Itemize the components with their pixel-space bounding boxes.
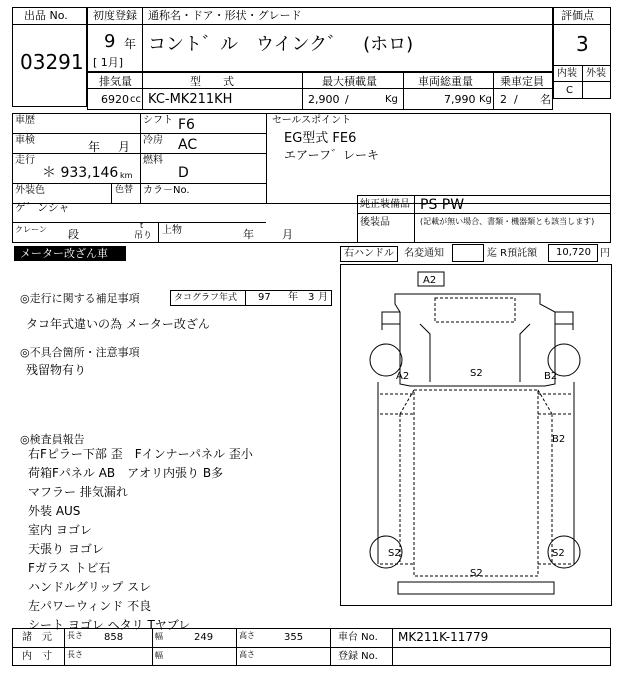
tampered-meter-tag: メーター改ざん車: [14, 246, 126, 261]
capacity-value: 2: [500, 93, 507, 106]
shift-label: シフト: [143, 115, 173, 126]
interior-label: 内装: [557, 68, 577, 79]
capacity-unit: 名: [540, 93, 551, 106]
first-reg-year-unit: 年: [124, 37, 137, 51]
interior-dims-label: 内 寸: [22, 651, 52, 662]
ac-value: AC: [178, 137, 198, 153]
body-outline: [378, 382, 574, 564]
inspector-line: シート ヨゴレ ヘタリ Tヤブレ: [28, 618, 191, 632]
mirror-left: [382, 312, 400, 330]
color-code-label: カラ－No.: [143, 185, 190, 196]
capacity-slash: /: [514, 93, 518, 106]
max-load-unit: Kg: [385, 94, 398, 105]
gross-weight-label: 車両総重量: [418, 75, 473, 88]
rating-label: 評価点: [561, 9, 594, 22]
mark-box-right: B2: [552, 434, 566, 445]
deposit-unit: 円: [600, 248, 610, 259]
genuine-equipment: PS PW: [420, 197, 465, 213]
inspector-line: 外装 AUS: [28, 504, 81, 518]
inspector-line: 左パワーウィンド 不良: [28, 599, 152, 613]
sales-point-2: エアーフ゛レーキ: [284, 148, 380, 162]
driving-title: ◎走行に関する補足事項: [20, 292, 140, 305]
deadline-label: 迄 R預託額: [487, 248, 538, 259]
mileage-label: 走行: [15, 155, 35, 166]
mirror-right: [555, 312, 573, 330]
chassis-number: MK211K-11779: [398, 630, 489, 644]
history-label: 車歴: [15, 115, 35, 126]
shift-value: F6: [178, 117, 195, 133]
name-change-label: 名変通知: [404, 248, 444, 259]
rating-value: 3: [576, 32, 589, 56]
tacho-year-unit: 年: [288, 292, 298, 303]
name-change-box: [452, 244, 484, 262]
cargo-side-left: [380, 394, 414, 564]
fuel-value: D: [178, 165, 189, 181]
exterior-label: 外装: [586, 68, 606, 79]
displacement-unit: cc: [130, 94, 141, 105]
inspector-line: 室内 ヨゴレ: [28, 523, 92, 537]
gross-weight-unit: Kg: [479, 94, 492, 105]
displacement-value: 6920: [101, 93, 129, 106]
displacement-label: 排気量: [99, 75, 132, 88]
mark-cab-center: S2: [470, 368, 483, 379]
fuel-label: 燃料: [143, 155, 163, 166]
model-value: KC-MK211KH: [148, 92, 233, 107]
ext-color-value: ゲ゛ンシャ: [15, 201, 70, 214]
sales-point-1: EG型式 FE6: [284, 131, 357, 146]
inspector-line: マフラー 排気漏れ: [28, 485, 128, 499]
ext-color-label: 外装色: [15, 185, 45, 196]
deposit-value: 10,720: [556, 247, 591, 258]
inspector-line: 天張り ヨゴレ: [28, 542, 104, 556]
inspection-year-unit: 年: [88, 140, 101, 154]
cargo-grid: [400, 390, 552, 564]
tacho-year: 97: [258, 292, 271, 303]
cargo-box: [414, 390, 538, 576]
mileage-value: ＊ 933,146: [42, 165, 119, 181]
aftermarket-note: (記載が無い場合、書類・機器類とも該当します): [420, 217, 595, 226]
inspector-line: Fガラス トビ石: [28, 561, 111, 575]
upper-month: 月: [282, 228, 293, 241]
rear-bumper: [398, 582, 554, 594]
first-reg-label: 初度登録: [93, 9, 137, 22]
inspector-title: ◎検査員報告: [20, 433, 85, 446]
defect-note: 残留物有り: [26, 363, 87, 377]
gross-weight-value: 7,990: [444, 93, 476, 106]
first-reg-month: [ 1月]: [93, 56, 124, 69]
tacho-month: 3: [308, 292, 315, 303]
width-label: 幅: [155, 632, 163, 641]
max-load-slash: /: [345, 93, 349, 106]
capacity-label: 乗車定員: [500, 75, 544, 88]
windshield: [435, 298, 515, 322]
aftermarket-label: 後装品: [360, 217, 390, 228]
inspector-line: ハンドルグリップ スレ: [28, 580, 152, 594]
height-label: 高さ: [239, 631, 255, 640]
inspection-month-unit: 月: [118, 140, 131, 154]
inspector-line: 荷箱Fパネル AB アオリ内張り B多: [28, 466, 224, 480]
mark-cab-right: B2: [544, 371, 558, 382]
interior-width-label: 幅: [155, 651, 163, 660]
interior-grade: C: [566, 85, 573, 96]
mark-rear-right: S2: [552, 548, 565, 559]
tacho-label: タコグラフ年式: [174, 293, 238, 303]
lot-label: 出品 No.: [24, 9, 68, 22]
length-label: 長さ: [67, 631, 83, 640]
width-value: 249: [194, 632, 214, 643]
height-value: 355: [284, 632, 304, 643]
color-change-label: 色替: [115, 185, 134, 195]
upper-label: 上物: [162, 225, 182, 236]
crane-lift: 吊り: [134, 231, 153, 241]
ac-label: 冷房: [143, 135, 163, 146]
car-name: コント゛ル ウインク゛ (ホロ): [148, 34, 414, 55]
genuine-label: 純正装備品: [360, 199, 410, 210]
upper-year: 年: [243, 228, 254, 241]
crane-stage: 段: [68, 228, 79, 241]
lot-number: 03291: [20, 50, 84, 74]
reg-no-label: 登録 No.: [338, 651, 378, 662]
max-load-label: 最大積載量: [322, 75, 377, 88]
mark-bottom: S2: [470, 568, 483, 579]
mark-rear-left: S2: [388, 548, 401, 559]
model-label: 型 式: [190, 75, 234, 88]
interior-length-label: 長さ: [67, 650, 83, 659]
chassis-label: 車台 No.: [338, 632, 378, 643]
rhd-label: 右ハンドル: [344, 248, 394, 259]
driving-note: タコ年式違いの為 メーター改ざん: [26, 317, 210, 331]
crane-label: クレーン: [15, 225, 47, 234]
sales-point-label: セールスポイント: [272, 115, 352, 126]
length-value: 858: [104, 632, 124, 643]
first-reg-year: 9: [104, 31, 116, 52]
mileage-unit: km: [120, 171, 133, 180]
dims-label: 諸 元: [22, 632, 52, 643]
inspector-line: 右Fピラー下部 歪 Fインナーパネル 歪小: [28, 447, 253, 461]
mark-cab-left: A2: [396, 371, 410, 382]
max-load-value: 2,900: [308, 93, 340, 106]
interior-height-label: 高さ: [239, 650, 255, 659]
crane-t: t: [140, 221, 144, 230]
truck-diagram: [340, 264, 612, 606]
car-name-label: 通称名・ドア・形状・グレード: [148, 9, 302, 22]
tacho-month-unit: 月: [318, 292, 328, 303]
inspection-label: 車検: [15, 135, 35, 146]
defect-title: ◎不具合箇所・注意事項: [20, 346, 140, 359]
mark-top: A2: [423, 275, 437, 286]
